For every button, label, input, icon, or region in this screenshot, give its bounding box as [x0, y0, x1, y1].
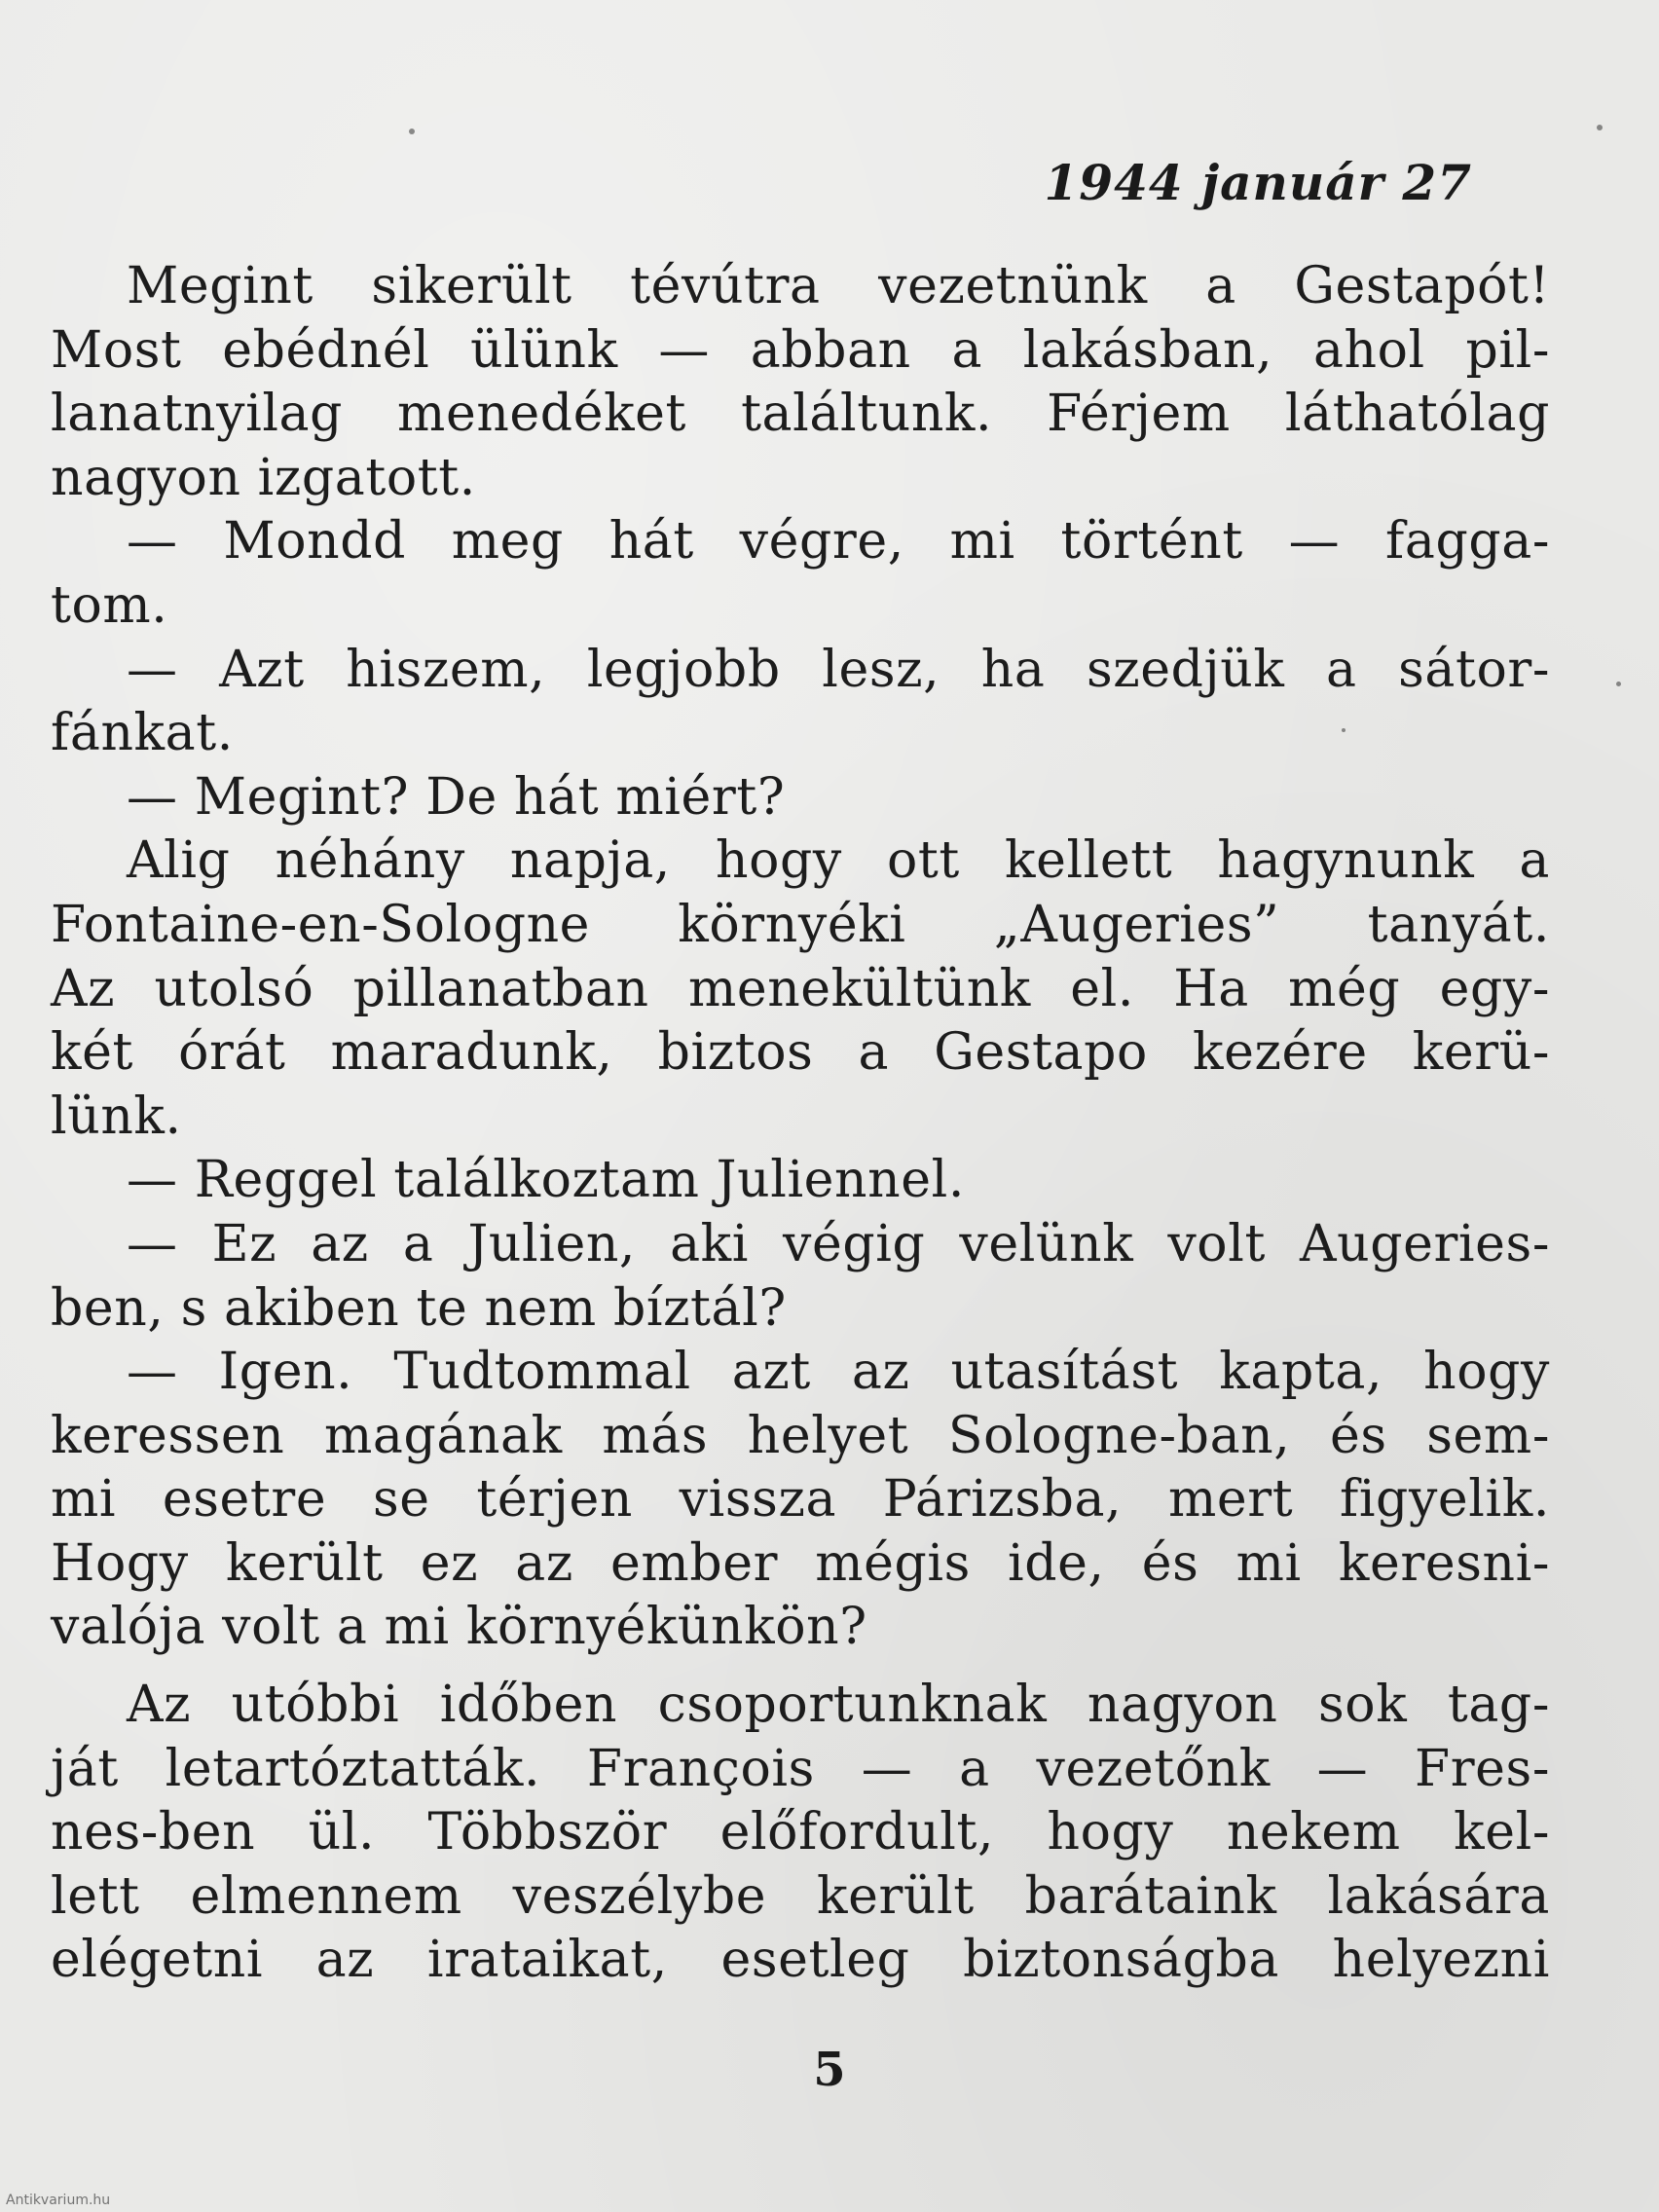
print-speck [1616, 682, 1621, 686]
text-line: keressen magának más helyet Sologne-ban, és sem- [51, 1406, 1550, 1465]
text-line: Megint sikerült tévútra vezetnünk a Gestapót! [127, 257, 1550, 315]
date-heading: 1944 január 27 [1044, 154, 1472, 211]
text-line: két órát maradunk, biztos a Gestapo kezére kerü- [51, 1023, 1550, 1083]
text-line: Hogy került ez az ember mégis ide, és mi keresni- [51, 1533, 1550, 1593]
text-line: nes-ben ül. Többször előfordult, hogy nekem kel- [51, 1803, 1550, 1862]
text-line: Az utóbbi időben csoportunknak nagyon sok tag- [127, 1676, 1550, 1735]
print-speck [1342, 728, 1346, 732]
text-line: — Igen. Tudtommal azt az utasítást kapta, hogy [127, 1343, 1550, 1402]
print-speck [409, 129, 415, 134]
page-number: 5 [813, 2043, 846, 2097]
text-line: lünk. [51, 1087, 182, 1146]
text-line: — Reggel találkoztam Juliennel. [127, 1151, 965, 1210]
text-line: mi esetre se térjen vissza Párizsba, mert figyelik. [51, 1470, 1550, 1530]
watermark: Antikvarium.hu [6, 2193, 111, 2208]
body-text [51, 255, 1550, 1993]
text-line: nagyon izgatott. [51, 448, 476, 507]
text-line: tom. [51, 575, 168, 635]
text-line: lett elmennem veszélybe került barátaink lakására [51, 1866, 1550, 1926]
text-line: — Megint? De hát miért? [127, 767, 786, 827]
text-line: Most ebédnél ülünk — abban a lakásban, ahol pil- [51, 320, 1550, 380]
text-line: ját letartóztatták. François — a vezetőnk — Fres- [51, 1739, 1550, 1798]
text-line: Alig néhány napja, hogy ott kellett hagynunk a [127, 831, 1550, 891]
text-line: elégetni az irataikat, esetleg biztonságba helyezni [51, 1931, 1550, 1990]
text-line: ben, s akiben te nem bíztál? [51, 1278, 787, 1338]
text-line: fánkat. [51, 704, 234, 763]
text-line: — Ez az a Julien, aki végig velünk volt Augeries- [127, 1214, 1550, 1273]
text-line: lanatnyilag menedéket találtunk. Férjem láthatólag [51, 385, 1550, 444]
text-line: — Azt hiszem, legjobb lesz, ha szedjük a sátor- [127, 640, 1550, 699]
print-speck [1597, 125, 1603, 130]
text-line: Az utolsó pillanatban menekültünk el. Ha még egy- [51, 959, 1550, 1018]
text-line: Fontaine-en-Sologne környéki „Augeries” tanyát. [51, 895, 1550, 954]
text-line: valója volt a mi környékünkön? [51, 1598, 867, 1657]
text-line: — Mondd meg hát végre, mi történt — fagga- [127, 512, 1550, 571]
